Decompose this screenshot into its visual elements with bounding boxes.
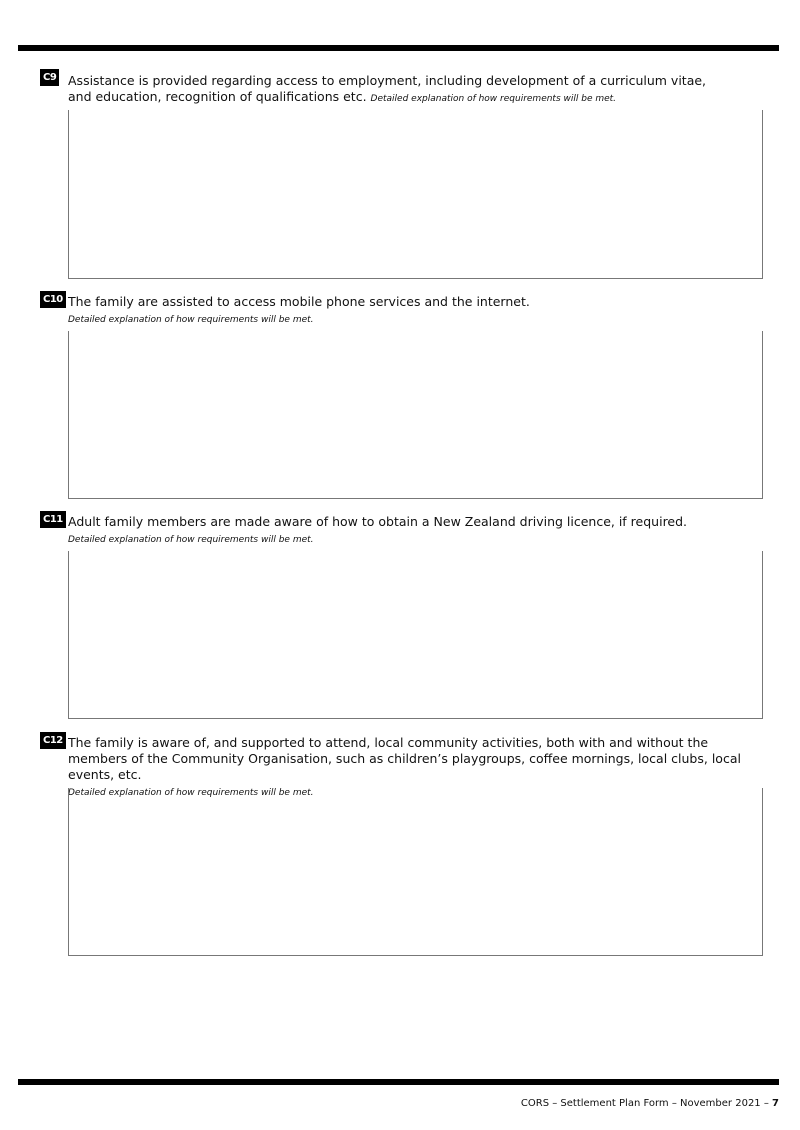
- question-badge-c12: C12: [40, 732, 66, 749]
- top-rule: [18, 45, 779, 51]
- question-hint: Detailed explanation of how requirements will be met.: [68, 535, 314, 545]
- question-text: The family are assisted to access mobile phone services and the internet.: [68, 294, 530, 309]
- answer-field-c10[interactable]: [68, 331, 763, 499]
- answer-field-c9[interactable]: [68, 110, 763, 279]
- answer-field-c12[interactable]: [68, 788, 763, 956]
- question-badge-c10: C10: [40, 291, 66, 308]
- question-c10: [68, 294, 768, 328]
- question-text: The family is aware of, and supported to attend, local community activities, both with and without the members of the Community Organisation, such as children’s playgroups, coffee mornings, local clubs, local events, etc.: [68, 735, 741, 782]
- question-text: Assistance is provided regarding access to employment, including development of a curriculum vitae, and education, recognition of qualifications etc.: [68, 73, 707, 104]
- question-text: Adult family members are made aware of how to obtain a New Zealand driving licence, if required.: [68, 514, 688, 529]
- footer: [521, 1098, 779, 1109]
- footer-text: CORS – Settlement Plan Form – November 2021 –: [520, 1098, 773, 1109]
- question-hint: Detailed explanation of how requirements will be met.: [370, 94, 617, 104]
- answer-field-c11[interactable]: [68, 551, 763, 719]
- question-badge-c9: C9: [40, 69, 59, 86]
- question-hint: Detailed explanation of how requirements will be met.: [68, 788, 314, 798]
- page-number: 7: [772, 1098, 779, 1109]
- question-c11: [68, 514, 768, 548]
- question-c9: [68, 73, 708, 107]
- question-badge-c11: C11: [40, 511, 66, 528]
- question-hint: Detailed explanation of how requirements will be met.: [68, 315, 314, 325]
- bottom-rule: [18, 1079, 779, 1085]
